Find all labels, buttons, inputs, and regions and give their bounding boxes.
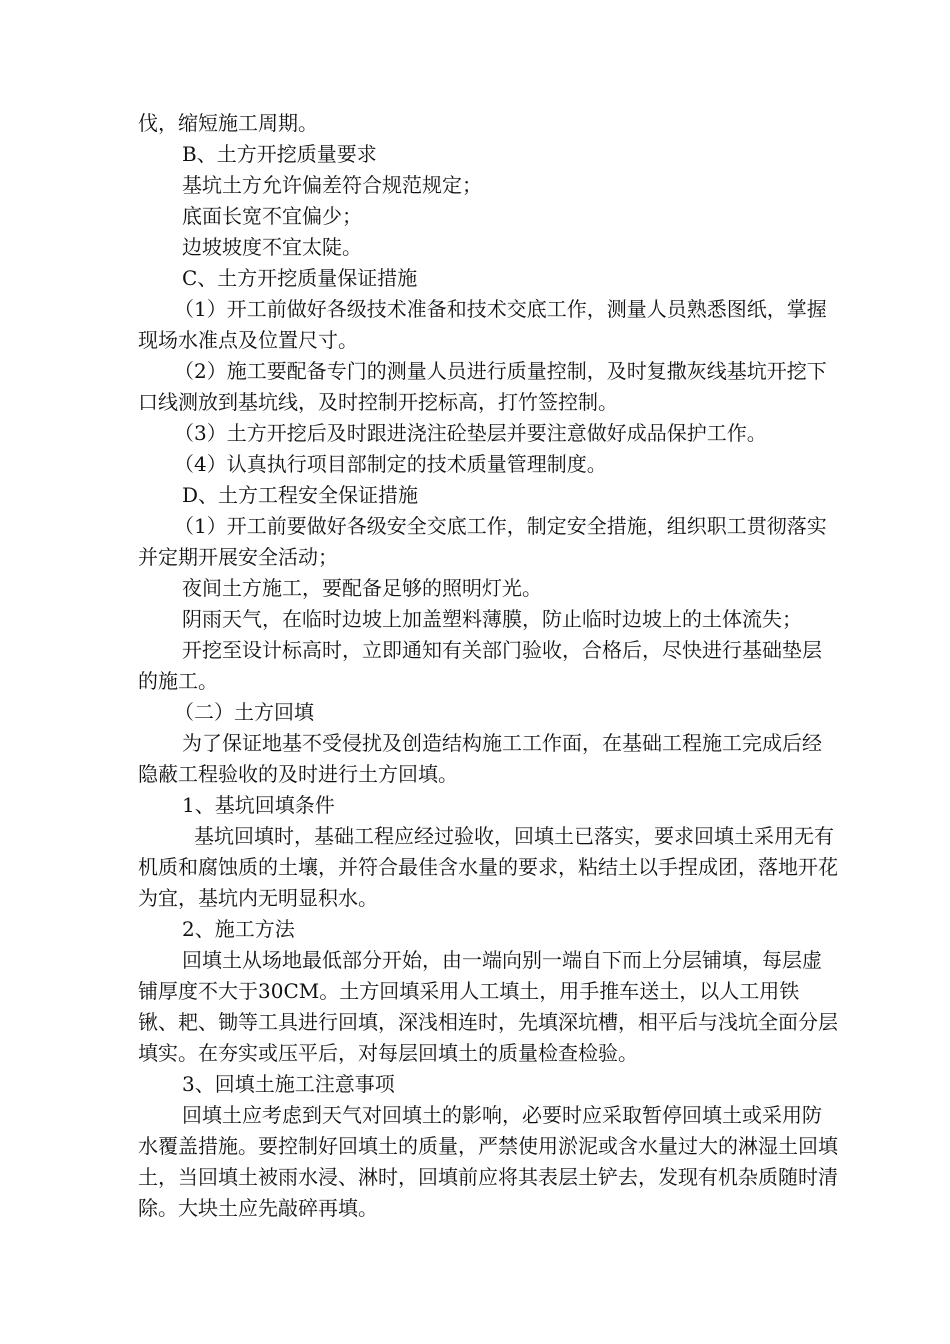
subsection-heading-2: 2、施工方法 — [182, 917, 295, 941]
paragraph: （1）开工前做好各级技术准备和技术交底工作，测量人员熟悉图纸，掌握现场水准点及位置尺寸。 — [138, 297, 827, 352]
paragraph: 基坑土方允许偏差符合规范规定； — [182, 173, 482, 197]
paragraph: （2）施工要配备专门的测量人员进行质量控制，及时复撒灰线基坑开挖下口线测放到基坑线，及时控制开挖标高，打竹签控制。 — [138, 359, 827, 414]
paragraph: 基坑回填时，基础工程应经过验收，回填土已落实，要求回填土采用无有机质和腐蚀质的土壤，并符合最佳含水量的要求，粘结土以手捏成团，落地开花为宜，基坑内无明显积水。 — [138, 824, 838, 910]
paragraph: 边坡坡度不宜太陡。 — [182, 235, 362, 259]
section-heading-d: D、土方工程安全保证措施 — [182, 483, 419, 507]
subsection-heading-3: 3、回填土施工注意事项 — [182, 1072, 395, 1096]
subsection-heading-1: 1、基坑回填条件 — [182, 793, 335, 817]
paragraph: 回填土应考虑到天气对回填土的影响，必要时应采取暂停回填土或采用防水覆盖措施。要控制好回填土的质量，严禁使用淤泥或含水量过大的淋湿土回填土，当回填土被雨水浸、淋时，回填前应将其表层土铲去，发现有机杂质随时清除。大块土应先敲碎再填。 — [138, 1103, 838, 1220]
paragraph: 开挖至设计标高时，立即通知有关部门验收，合格后，尽快进行基础垫层的施工。 — [138, 638, 822, 693]
paragraph: （1）开工前要做好各级安全交底工作，制定安全措施，组织职工贯彻落实并定期开展安全活动； — [138, 514, 827, 569]
section-heading-b: B、土方开挖质量要求 — [182, 142, 377, 166]
paragraph: （3）土方开挖后及时跟进浇注砼垫层并要注意做好成品保护工作。 — [174, 421, 767, 445]
paragraph: 为了保证地基不受侵扰及创造结构施工工作面，在基础工程施工完成后经隐蔽工程验收的及时进行土方回填。 — [138, 731, 822, 786]
paragraph: 底面长宽不宜偏少； — [182, 204, 362, 228]
paragraph: 夜间土方施工，要配备足够的照明灯光。 — [182, 576, 542, 600]
paragraph: 伐，缩短施工周期。 — [138, 111, 318, 135]
document-body — [138, 108, 838, 1224]
paragraph: 回填土从场地最低部分开始，由一端向别一端自下而上分层铺填，每层虚铺厚度不大于30CM。土方回填采用人工填土，用手推车送土，以人工用铁锹、耙、锄等工具进行回填，深浅相连时，先填深坑槽，相平后与浅坑全面分层填实。在夯实或压平后，对每层回填土的质量检查检验。 — [138, 948, 838, 1065]
paragraph: 阴雨天气，在临时边坡上加盖塑料薄膜，防止临时边坡上的土体流失； — [182, 607, 802, 631]
section-heading-c: C、土方开挖质量保证措施 — [182, 266, 418, 290]
paragraph: （4）认真执行项目部制定的技术质量管理制度。 — [174, 452, 607, 476]
section-heading-backfill: （二）土方回填 — [174, 700, 314, 724]
